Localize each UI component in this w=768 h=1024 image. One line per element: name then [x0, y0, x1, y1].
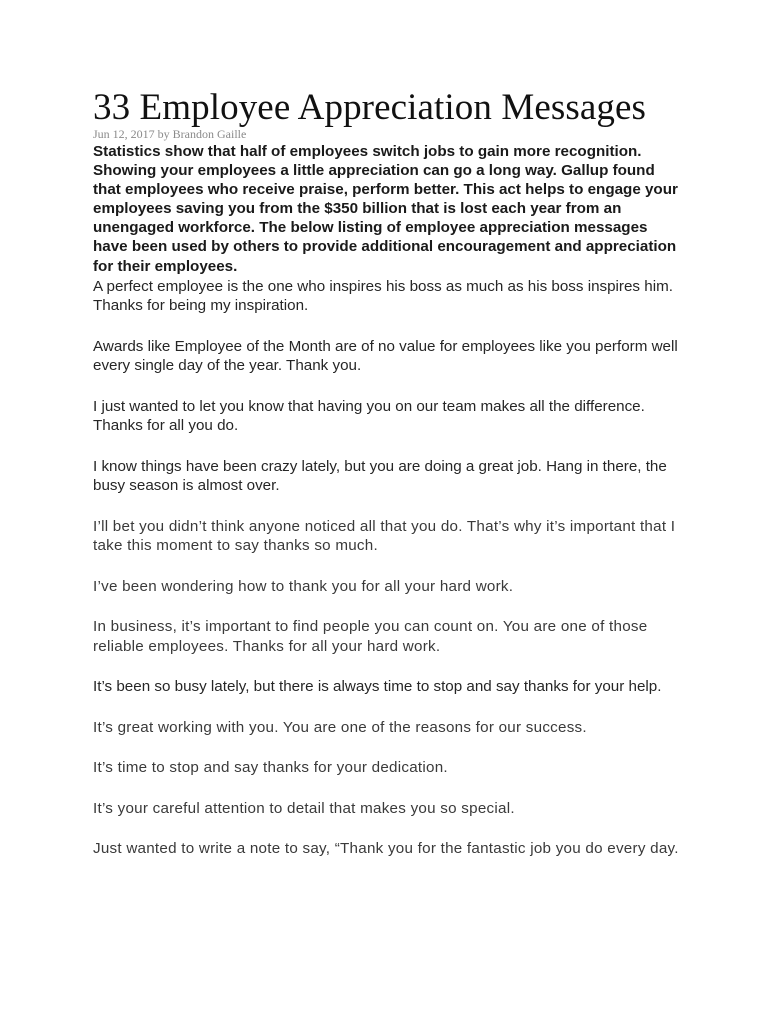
publish-date: Jun 12, 2017	[93, 127, 155, 141]
byline-by: by	[157, 127, 170, 141]
message-item: It’s been so busy lately, but there is always time to stop and say thanks for your help.	[93, 678, 662, 696]
message-item: It’s time to stop and say thanks for your dedication.	[93, 759, 448, 777]
author-link[interactable]: Brandon Gaille	[172, 127, 247, 141]
intro-paragraph: Statistics show that half of employees switch jobs to gain more recognition. Showing your employees a little appreciation can go a long way. Gallup found that employees who receive praise, perform better. This act helps to engage your employees saving you from the $350 billion that is lost each year from an unengaged workforce. The below listing of employee appreciation messages have been used by others to provide additional encouragement and appreciation for their employees.	[93, 143, 678, 275]
message-item: In business, it’s important to find people you can count on. You are one of those reliable employees. Thanks for all your hard work.	[93, 618, 648, 655]
message-item: I’ve been wondering how to thank you for all your hard work.	[93, 577, 514, 595]
article	[93, 86, 683, 880]
message-item: I know things have been crazy lately, but you are doing a great job. Hang in there, the busy season is almost over.	[93, 457, 667, 495]
message-item: I’ll bet you didn’t think anyone noticed all that you do. That’s why it’s important that I take this moment to say thanks so much.	[93, 517, 676, 555]
message-item: It’s great working with you. You are one of the reasons for our success.	[93, 718, 587, 736]
message-item: It’s your careful attention to detail that makes you so special.	[93, 799, 515, 817]
message-item: A perfect employee is the one who inspires his boss as much as his boss inspires him. Thanks for being my inspiration.	[93, 277, 673, 315]
message-item: Awards like Employee of the Month are of no value for employees like you perform well every single day of the year. Thank you.	[93, 337, 678, 375]
message-item: Just wanted to write a note to say, “Thank you for the fantastic job you do every day.	[93, 840, 679, 858]
message-list	[93, 277, 683, 859]
message-item: I just wanted to let you know that having you on our team makes all the difference. Thanks for all you do.	[93, 397, 645, 435]
page-title: 33 Employee Appreciation Messages	[93, 87, 647, 128]
